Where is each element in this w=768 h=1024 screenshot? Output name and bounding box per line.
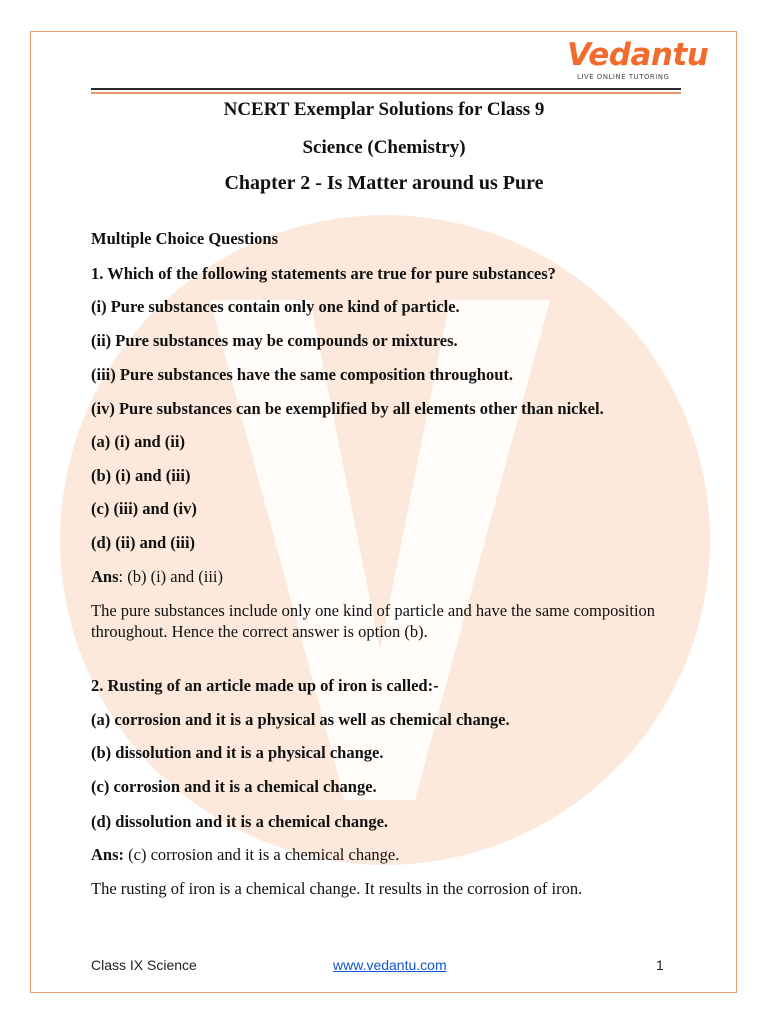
q1-explanation: The pure substances include only one kind of particle and have the same composition throughout. Hence the correct answer is option (b). (91, 601, 656, 641)
q2-answer-label: Ans: (91, 845, 125, 864)
q1-question: 1. Which of the following statements are true for pure substances? (91, 264, 556, 283)
title-line-2: Science (Chemistry) (302, 137, 466, 158)
header-rule-dark (91, 88, 681, 90)
footer-class-label: Class IX Science (91, 957, 197, 973)
q1-answer (91, 567, 223, 587)
q1-option-b: (b) (i) and (iii) (91, 466, 191, 485)
q1-answer-label: Ans (91, 567, 119, 586)
footer-page-number: 1 (656, 957, 664, 973)
q1-statement-4: (iv) Pure substances can be exemplified by all elements other than nickel. (91, 399, 604, 418)
q1-answer-text: : (b) (i) and (iii) (118, 567, 223, 586)
q2-answer-text: (c) corrosion and it is a chemical change. (124, 845, 400, 864)
section-heading: Multiple Choice Questions (91, 229, 279, 248)
q2-option-b: (b) dissolution and it is a physical change. (91, 743, 384, 762)
q1-option-c: (c) (iii) and (iv) (91, 499, 197, 518)
q2-answer (91, 845, 399, 865)
logo-tagline: LIVE ONLINE TUTORING (577, 73, 670, 81)
header-rule-orange (91, 92, 681, 94)
title-line-1: NCERT Exemplar Solutions for Class 9 (223, 99, 545, 120)
q2-option-d: (d) dissolution and it is a chemical change. (91, 812, 389, 831)
logo-wordmark: Vedantu (567, 37, 709, 73)
chapter-title: Chapter 2 - Is Matter around us Pure (224, 172, 544, 194)
q1-option-a: (a) (i) and (ii) (91, 432, 185, 451)
q1-statement-1: (i) Pure substances contain only one kind of particle. (91, 297, 460, 316)
footer-website-link[interactable]: www.vedantu.com (333, 957, 447, 973)
q1-statement-2: (ii) Pure substances may be compounds or mixtures. (91, 331, 458, 350)
q2-explanation: The rusting of iron is a chemical change. It results in the corrosion of iron. (91, 879, 583, 898)
q1-option-d: (d) (ii) and (iii) (91, 533, 196, 552)
q1-statement-3: (iii) Pure substances have the same composition throughout. (91, 365, 513, 384)
q2-option-c: (c) corrosion and it is a chemical change. (91, 777, 377, 796)
q2-question: 2. Rusting of an article made up of iron is called:- (91, 676, 439, 695)
vedantu-logo (567, 37, 709, 85)
q2-option-a: (a) corrosion and it is a physical as well as chemical change. (91, 710, 510, 729)
